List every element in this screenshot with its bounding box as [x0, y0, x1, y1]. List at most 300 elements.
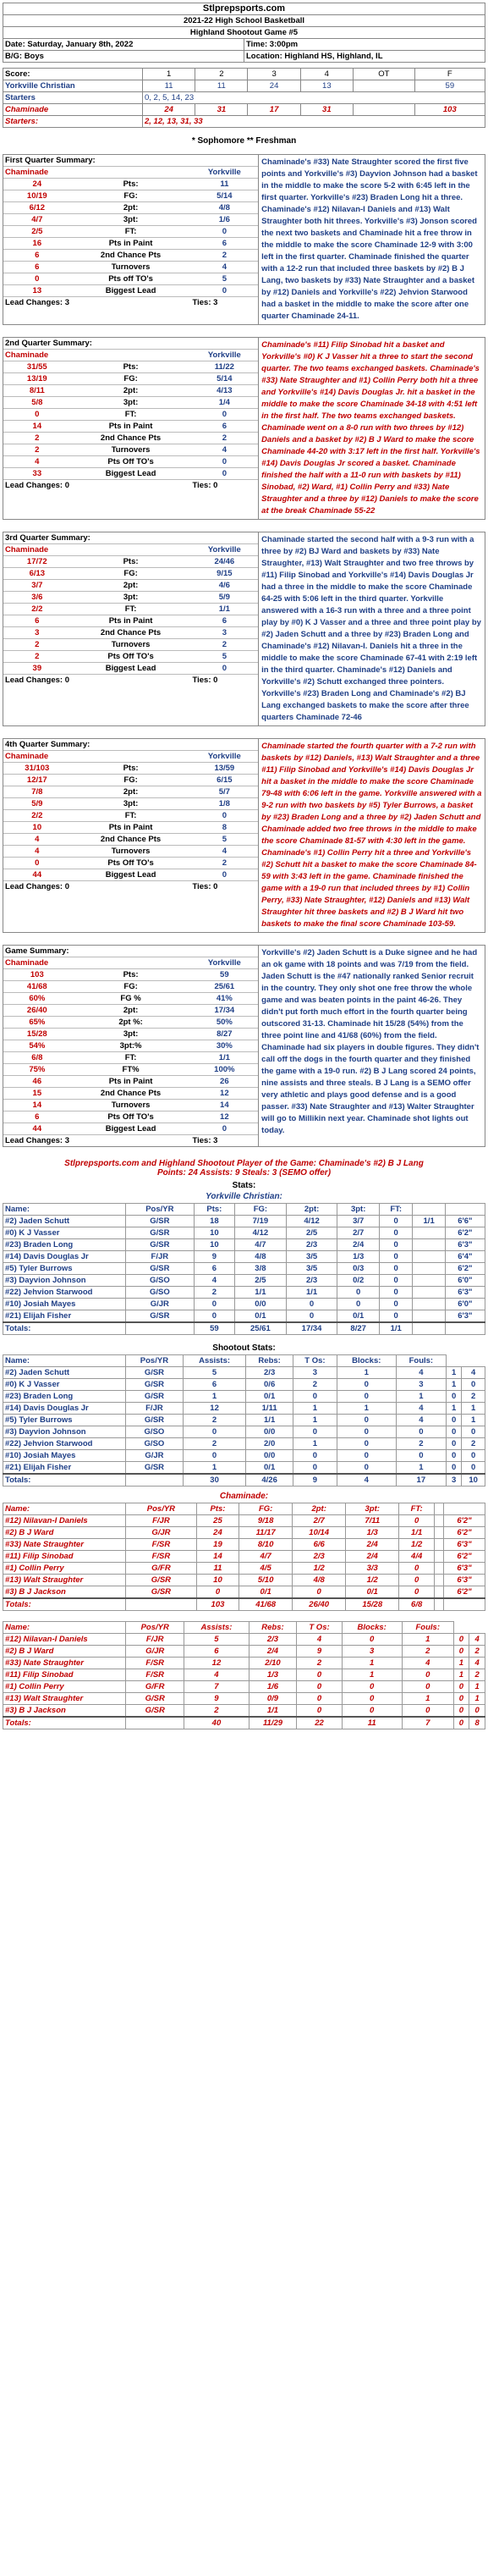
total-cell — [445, 1322, 485, 1335]
right-value: 6 — [191, 421, 259, 433]
right-value: 0 — [191, 1123, 259, 1135]
box-cell: #3) Dayvion Johnson — [3, 1275, 126, 1287]
box-cell: 2/4 — [346, 1539, 399, 1551]
home-score-row — [3, 80, 485, 92]
score-header: 1 — [143, 69, 195, 80]
total-cell: 30 — [183, 1474, 245, 1487]
box-cell — [413, 1275, 445, 1287]
box-cell: 1/1 — [286, 1287, 337, 1299]
stat-row — [3, 981, 258, 993]
totals-row — [3, 1598, 485, 1611]
box-cell: 6'3" — [444, 1563, 485, 1575]
box-header: T Os: — [297, 1622, 342, 1634]
box-cell: 2/10 — [249, 1658, 297, 1669]
left-value: 3 — [3, 627, 71, 639]
box-cell: 4/8 — [293, 1575, 346, 1586]
box-cell: 1 — [462, 1415, 485, 1426]
right-value: 41% — [191, 993, 259, 1005]
stat-label: 2pt: — [71, 202, 191, 214]
right-team: Yorkville — [191, 544, 259, 556]
quarter-section — [3, 945, 485, 1147]
box-cell: 0 — [447, 1415, 462, 1426]
stat-row — [3, 179, 258, 190]
box-cell: #23) Braden Long — [3, 1239, 126, 1251]
box-cell: 0 — [286, 1299, 337, 1310]
stat-row — [3, 456, 258, 468]
score-cell: 24 — [248, 80, 300, 92]
stat-label: FG: — [71, 190, 191, 202]
box-cell — [413, 1299, 445, 1310]
stat-label: Turnovers — [71, 1100, 191, 1111]
stat-label: FG: — [71, 568, 191, 580]
stat-row — [3, 1029, 258, 1040]
box-cell: 2/4 — [249, 1646, 297, 1658]
stat-row — [3, 409, 258, 421]
box-cell: #0) K J Vasser — [3, 1227, 126, 1239]
box-cell: 0 — [196, 1586, 239, 1599]
box-cell: 2/5 — [286, 1227, 337, 1239]
box-cell: 1 — [447, 1379, 462, 1391]
box-cell: 0/6 — [246, 1379, 293, 1391]
quarter-section — [3, 154, 485, 325]
box-header: FG: — [239, 1503, 293, 1515]
total-cell: 17 — [396, 1474, 446, 1487]
box-header: Name: — [3, 1503, 126, 1515]
box-cell: G/SR — [126, 1693, 184, 1705]
box-cell: 4/12 — [286, 1216, 337, 1227]
box-cell: 0 — [453, 1693, 469, 1705]
left-value: 0 — [3, 858, 71, 869]
box-header-row — [3, 1204, 485, 1216]
box-cell: 2/7 — [337, 1227, 380, 1239]
box-cell: 9 — [194, 1251, 234, 1263]
section-title: 4th Quarter Summary: — [5, 740, 90, 749]
event-name: 2021-22 High School Basketball — [3, 15, 485, 27]
box-cell: 2 — [194, 1287, 234, 1299]
right-value: 0 — [191, 226, 259, 238]
stat-label: 2nd Chance Pts — [71, 433, 191, 444]
box-cell: 2 — [183, 1438, 245, 1450]
box-cell: 2/3 — [249, 1634, 297, 1646]
right-value: 12 — [191, 1088, 259, 1100]
box-cell: 1 — [447, 1367, 462, 1379]
stat-row — [3, 1064, 258, 1076]
stat-row — [3, 421, 258, 433]
right-value: 12 — [191, 1111, 259, 1123]
stat-row — [3, 433, 258, 444]
box-cell: 0 — [396, 1450, 446, 1462]
box-cell: 0 — [462, 1450, 485, 1462]
box-cell: 0 — [462, 1379, 485, 1391]
box-cell: 2/0 — [246, 1438, 293, 1450]
box-cell — [413, 1251, 445, 1263]
box-cell: 4 — [469, 1634, 485, 1646]
left-value: 6 — [3, 262, 71, 273]
right-value: 6/15 — [191, 775, 259, 786]
right-value: 1/6 — [191, 214, 259, 226]
box-cell: 1/2 — [346, 1575, 399, 1586]
box-cell: F/JR — [126, 1403, 184, 1415]
box-cell: 0 — [447, 1438, 462, 1450]
box-cell: G/SR — [126, 1310, 195, 1323]
box-cell: 0 — [337, 1299, 380, 1310]
score-header: 2 — [195, 69, 248, 80]
box-cell: 6'2" — [444, 1586, 485, 1599]
box-cell: 6 — [194, 1263, 234, 1275]
total-cell — [126, 1322, 195, 1335]
player-row — [3, 1705, 485, 1718]
box-cell: #10) Josiah Mayes — [3, 1299, 126, 1310]
box-cell: 1/1 — [249, 1705, 297, 1718]
left-value: 2 — [3, 651, 71, 663]
box-cell: 4/7 — [235, 1239, 287, 1251]
stat-label: 2pt: — [71, 786, 191, 798]
stat-row — [3, 1088, 258, 1100]
right-value: 13/59 — [191, 763, 259, 775]
right-value: 2 — [191, 639, 259, 651]
ties: Ties: 0 — [191, 881, 259, 893]
box-cell: 0/0 — [235, 1299, 287, 1310]
box-cell: 0 — [337, 1450, 396, 1462]
box-cell: 19 — [196, 1539, 239, 1551]
box-cell: #14) Davis Douglas Jr — [3, 1251, 126, 1263]
quarter-stats — [3, 154, 259, 325]
right-value: 0 — [191, 409, 259, 421]
stat-row — [3, 663, 258, 675]
score-cell: 24 — [143, 104, 195, 116]
score-cell: 31 — [300, 104, 353, 116]
box-cell: 1 — [293, 1415, 337, 1426]
left-value: 3/6 — [3, 592, 71, 604]
box-header: Rebs: — [246, 1355, 293, 1367]
ties: Ties: 0 — [191, 675, 259, 687]
box-cell: #11) Filip Sinobad — [3, 1551, 126, 1563]
box-cell: 1 — [337, 1367, 396, 1379]
box-cell: G/SR — [126, 1379, 184, 1391]
right-value: 4 — [191, 846, 259, 858]
total-cell: 17/34 — [286, 1322, 337, 1335]
stat-label: Pts in Paint — [71, 1076, 191, 1088]
quarter-summary-text: Yorkville's #2) Jaden Schutt is a Duke signee and he had an ok game with 18 points and was 7/19 from the field. Jaden Schutt is the #47 nationally ranked Senior recruit in the country. They only shot one free throw the whole game and was beaten points in the paint 46-26. They didn't put forth much effort in the fourth quarter being outscored 31-13. Chaminade hit 15/28 (54%) from the three point line and 41/68 (60%) from the field. Chaminade had six players in double figures. They didn't call off the dogs in the fourth quarter and they finished the game with a 19-0 run. #2) B J Lang scored 24 points, nine assists and three steals. B J Lang is a SEMO offer very athletic and plays good defense and is a good passer. #33) Nate Straughter and #13) Walter Straughter will go to Millikin next year. Chaminade shot lights out today. — [259, 945, 485, 1147]
box-cell: 0 — [286, 1310, 337, 1323]
box-header — [444, 1503, 485, 1515]
box-header — [435, 1503, 444, 1515]
player-row — [3, 1239, 485, 1251]
box-cell: 0/1 — [239, 1586, 293, 1599]
right-team: Yorkville — [191, 751, 259, 763]
box-cell: 2 — [462, 1391, 485, 1403]
stat-row — [3, 568, 258, 580]
away-starters-row — [3, 116, 485, 128]
box-cell: 0 — [399, 1586, 435, 1599]
box-cell: #2) B J Ward — [3, 1527, 126, 1539]
box-cell: G/FR — [126, 1563, 197, 1575]
stat-row — [3, 763, 258, 775]
box-cell: #1) Collin Perry — [3, 1681, 126, 1693]
box-cell: G/JR — [126, 1646, 184, 1658]
stat-label: 3pt: — [71, 798, 191, 810]
box-cell: 0/1 — [346, 1586, 399, 1599]
chaminade-box — [3, 1503, 485, 1611]
stat-row — [3, 556, 258, 568]
box-cell: 10 — [194, 1227, 234, 1239]
box-cell: #3) Dayvion Johnson — [3, 1426, 126, 1438]
box-cell: 0 — [379, 1216, 412, 1227]
left-value: 13/19 — [3, 373, 71, 385]
box-header: 2pt: — [293, 1503, 346, 1515]
home-starters-row — [3, 92, 485, 104]
box-cell: 1 — [293, 1403, 337, 1415]
left-value: 16 — [3, 238, 71, 250]
stat-row — [3, 273, 258, 285]
box-cell: 0 — [379, 1263, 412, 1275]
left-value: 2/5 — [3, 226, 71, 238]
box-cell: F/SR — [126, 1658, 184, 1669]
total-cell: 59 — [194, 1322, 234, 1335]
stat-label: FT: — [71, 409, 191, 421]
box-cell: 0 — [194, 1299, 234, 1310]
box-cell: 3/5 — [286, 1251, 337, 1263]
stat-label: Pts: — [71, 556, 191, 568]
right-value: 0 — [191, 285, 259, 297]
box-cell: 4/8 — [235, 1251, 287, 1263]
box-header: Pos/YR — [126, 1355, 184, 1367]
box-cell: #13) Walt Straughter — [3, 1575, 126, 1586]
quarter-stats — [3, 337, 259, 520]
box-cell: 4/12 — [235, 1227, 287, 1239]
right-value: 4 — [191, 262, 259, 273]
right-value: 5 — [191, 834, 259, 846]
box-cell: G/SR — [126, 1415, 184, 1426]
box-cell: F/JR — [126, 1251, 195, 1263]
left-value: 6/8 — [3, 1052, 71, 1064]
left-value: 44 — [3, 869, 71, 881]
box-cell: 0 — [402, 1705, 453, 1718]
left-value: 44 — [3, 1123, 71, 1135]
player-row — [3, 1251, 485, 1263]
right-value: 11 — [191, 179, 259, 190]
score-table — [3, 68, 485, 128]
box-cell: 1 — [337, 1403, 396, 1415]
player-row — [3, 1575, 485, 1586]
box-cell: 3/7 — [337, 1216, 380, 1227]
box-cell: 2/7 — [293, 1515, 346, 1527]
box-header: Rebs: — [249, 1622, 297, 1634]
stat-label: Turnovers — [71, 262, 191, 273]
score-cell: 103 — [414, 104, 485, 116]
box-cell: 1 — [293, 1438, 337, 1450]
box-header: Fouls: — [396, 1355, 446, 1367]
home-team-name: Yorkville Christian — [3, 80, 143, 92]
box-cell: 0 — [194, 1310, 234, 1323]
section-title: 3rd Quarter Summary: — [5, 533, 90, 543]
right-value: 5 — [191, 273, 259, 285]
total-cell: 1/1 — [379, 1322, 412, 1335]
box-cell: 0 — [447, 1391, 462, 1403]
box-cell: 0/2 — [337, 1275, 380, 1287]
box-cell: 0/3 — [337, 1263, 380, 1275]
box-cell: 2 — [297, 1658, 342, 1669]
right-value: 1/1 — [191, 1052, 259, 1064]
box-cell: 25 — [196, 1515, 239, 1527]
right-value: 50% — [191, 1017, 259, 1029]
box-cell: 2/3 — [293, 1551, 346, 1563]
left-team: Chaminade — [3, 350, 71, 361]
player-row — [3, 1539, 485, 1551]
box-cell: G/FR — [126, 1681, 184, 1693]
score-cell: 59 — [414, 80, 485, 92]
box-cell: F/SR — [126, 1669, 184, 1681]
right-value: 11/22 — [191, 361, 259, 373]
box-cell: #33) Nate Straughter — [3, 1539, 126, 1551]
box-cell: #23) Braden Long — [3, 1391, 126, 1403]
box-cell: 4 — [396, 1367, 446, 1379]
total-cell: 4/26 — [246, 1474, 293, 1487]
box-cell: 2/3 — [246, 1367, 293, 1379]
total-cell: 4 — [337, 1474, 396, 1487]
potg-line1: Stlprepsports.com and Highland Shootout Player of the Game: Chaminade's #2) B J Lang — [64, 1159, 424, 1168]
box-cell: #3) B J Jackson — [3, 1705, 126, 1718]
right-value: 2 — [191, 858, 259, 869]
box-cell: 0 — [293, 1426, 337, 1438]
box-cell: 3/3 — [346, 1563, 399, 1575]
right-team: Yorkville — [191, 167, 259, 179]
score-cell: 11 — [143, 80, 195, 92]
score-header: F — [414, 69, 485, 80]
left-value: 12/17 — [3, 775, 71, 786]
left-value: 5/9 — [3, 798, 71, 810]
player-row — [3, 1634, 485, 1646]
stat-label: Biggest Lead — [71, 663, 191, 675]
total-cell: Totals: — [3, 1717, 126, 1729]
left-value: 13 — [3, 285, 71, 297]
left-value: 4 — [3, 456, 71, 468]
stat-label: Pts: — [71, 763, 191, 775]
box-cell: 0 — [293, 1391, 337, 1403]
stat-row — [3, 651, 258, 663]
quarter-section — [3, 337, 485, 520]
total-cell: 15/28 — [346, 1598, 399, 1611]
stat-label: 3pt: — [71, 1029, 191, 1040]
box-cell: G/JR — [126, 1527, 197, 1539]
box-cell: 1 — [462, 1403, 485, 1415]
left-value: 3/7 — [3, 580, 71, 592]
left-value: 103 — [3, 969, 71, 981]
box-cell: 0 — [297, 1681, 342, 1693]
site-name: Stlprepsports.com — [3, 3, 485, 15]
away-score-row — [3, 104, 485, 116]
box-cell — [435, 1586, 444, 1599]
left-team: Chaminade — [3, 544, 71, 556]
lead-changes: Lead Changes: 0 — [3, 480, 191, 492]
right-value: 2 — [191, 433, 259, 444]
player-row — [3, 1263, 485, 1275]
box-cell: 0 — [379, 1299, 412, 1310]
box-cell: 4 — [396, 1403, 446, 1415]
right-value: 0 — [191, 869, 259, 881]
box-cell: 3 — [293, 1367, 337, 1379]
box-cell: 6'3" — [445, 1239, 485, 1251]
totals-row — [3, 1474, 485, 1487]
box-cell: 0/1 — [246, 1462, 293, 1475]
box-header: Pos/YR — [126, 1622, 184, 1634]
stat-row — [3, 214, 258, 226]
box-cell: 10 — [196, 1575, 239, 1586]
right-value: 5/7 — [191, 786, 259, 798]
box-cell: 0 — [293, 1462, 337, 1475]
box-cell: 1/1 — [413, 1216, 445, 1227]
right-value: 17/34 — [191, 1005, 259, 1017]
player-row — [3, 1379, 485, 1391]
box-cell: #13) Walt Straughter — [3, 1693, 126, 1705]
potg-line2: Points: 24 Assists: 9 Steals: 3 (SEMO offer) — [156, 1168, 332, 1178]
box-cell: 0 — [399, 1563, 435, 1575]
box-cell: F/JR — [126, 1515, 197, 1527]
stat-label: Pts Off TO's — [71, 858, 191, 869]
left-value: 39 — [3, 663, 71, 675]
stat-label: FT: — [71, 810, 191, 822]
box-header: FT: — [399, 1503, 435, 1515]
quarter-section — [3, 738, 485, 933]
box-header: T Os: — [293, 1355, 337, 1367]
player-row — [3, 1438, 485, 1450]
box-cell: 0 — [342, 1634, 402, 1646]
box-cell: 1/1 — [399, 1527, 435, 1539]
player-row — [3, 1415, 485, 1426]
total-cell: 0 — [453, 1717, 469, 1729]
stat-row — [3, 202, 258, 214]
left-value: 2/2 — [3, 604, 71, 615]
section-title: First Quarter Summary: — [5, 156, 96, 165]
stat-label: 3pt:% — [71, 1040, 191, 1052]
right-value: 100% — [191, 1064, 259, 1076]
stat-row — [3, 190, 258, 202]
score-cell: 17 — [248, 104, 300, 116]
stat-label: Pts: — [71, 361, 191, 373]
box-cell: 0 — [183, 1450, 245, 1462]
chaminade-shootout-box — [3, 1621, 485, 1729]
stat-label: 2pt %: — [71, 1017, 191, 1029]
player-row — [3, 1450, 485, 1462]
box-header-row — [3, 1622, 485, 1634]
chaminade-title: Chaminade: — [219, 1492, 269, 1501]
box-cell: 0 — [183, 1426, 245, 1438]
stat-row — [3, 822, 258, 834]
box-cell: #22) Jehvion Starwood — [3, 1287, 126, 1299]
total-cell: 7 — [402, 1717, 453, 1729]
box-header: Assists: — [183, 1355, 245, 1367]
box-header-row — [3, 1503, 485, 1515]
player-row — [3, 1310, 485, 1323]
box-cell: 2/5 — [235, 1275, 287, 1287]
box-cell: 0 — [342, 1681, 402, 1693]
box-cell — [413, 1310, 445, 1323]
box-cell: 18 — [194, 1216, 234, 1227]
left-value: 10/19 — [3, 190, 71, 202]
box-cell: 0 — [462, 1462, 485, 1475]
stat-row — [3, 1111, 258, 1123]
stat-label: Pts off TO's — [71, 273, 191, 285]
player-row — [3, 1299, 485, 1310]
left-value: 46 — [3, 1076, 71, 1088]
total-cell: 25/61 — [235, 1322, 287, 1335]
box-cell: 0 — [293, 1586, 346, 1599]
quarter-summary-text: Chaminade started the second half with a 9-3 run with a three by #2) BJ Ward and baskets by #33) Nate Straughter, #13) Walt Straughter and two free throws by #11) Filip Sinobad and Yorkville's #14) Davis Douglas Jr had a three in the middle to make the score Chaminade 64-25 with 5:06 left in the third quarter. Yorkville answered with a 16-3 run with a three and a three point play by #0) K J Vasser and a three and three point play by #2) Jaden Schutt and a three by #23) Braden Long and Chaminade's #12) Nilavan-I. Daniels hit a three in the middle to make the score Chaminade 67-41 with 2:19 left in the third quarter. Chaminade's #12) Daniels and Yorkville's #2) Schutt exchanged three pointers. Yorkville's #23) Braden Long and Chaminade's #2) BJ Lang exchanged baskets to make the score after three quarters Chaminade 72-46 — [259, 532, 485, 726]
totals-row — [3, 1322, 485, 1335]
quarter-section — [3, 532, 485, 726]
left-value: 10 — [3, 822, 71, 834]
box-cell: 0 — [342, 1693, 402, 1705]
